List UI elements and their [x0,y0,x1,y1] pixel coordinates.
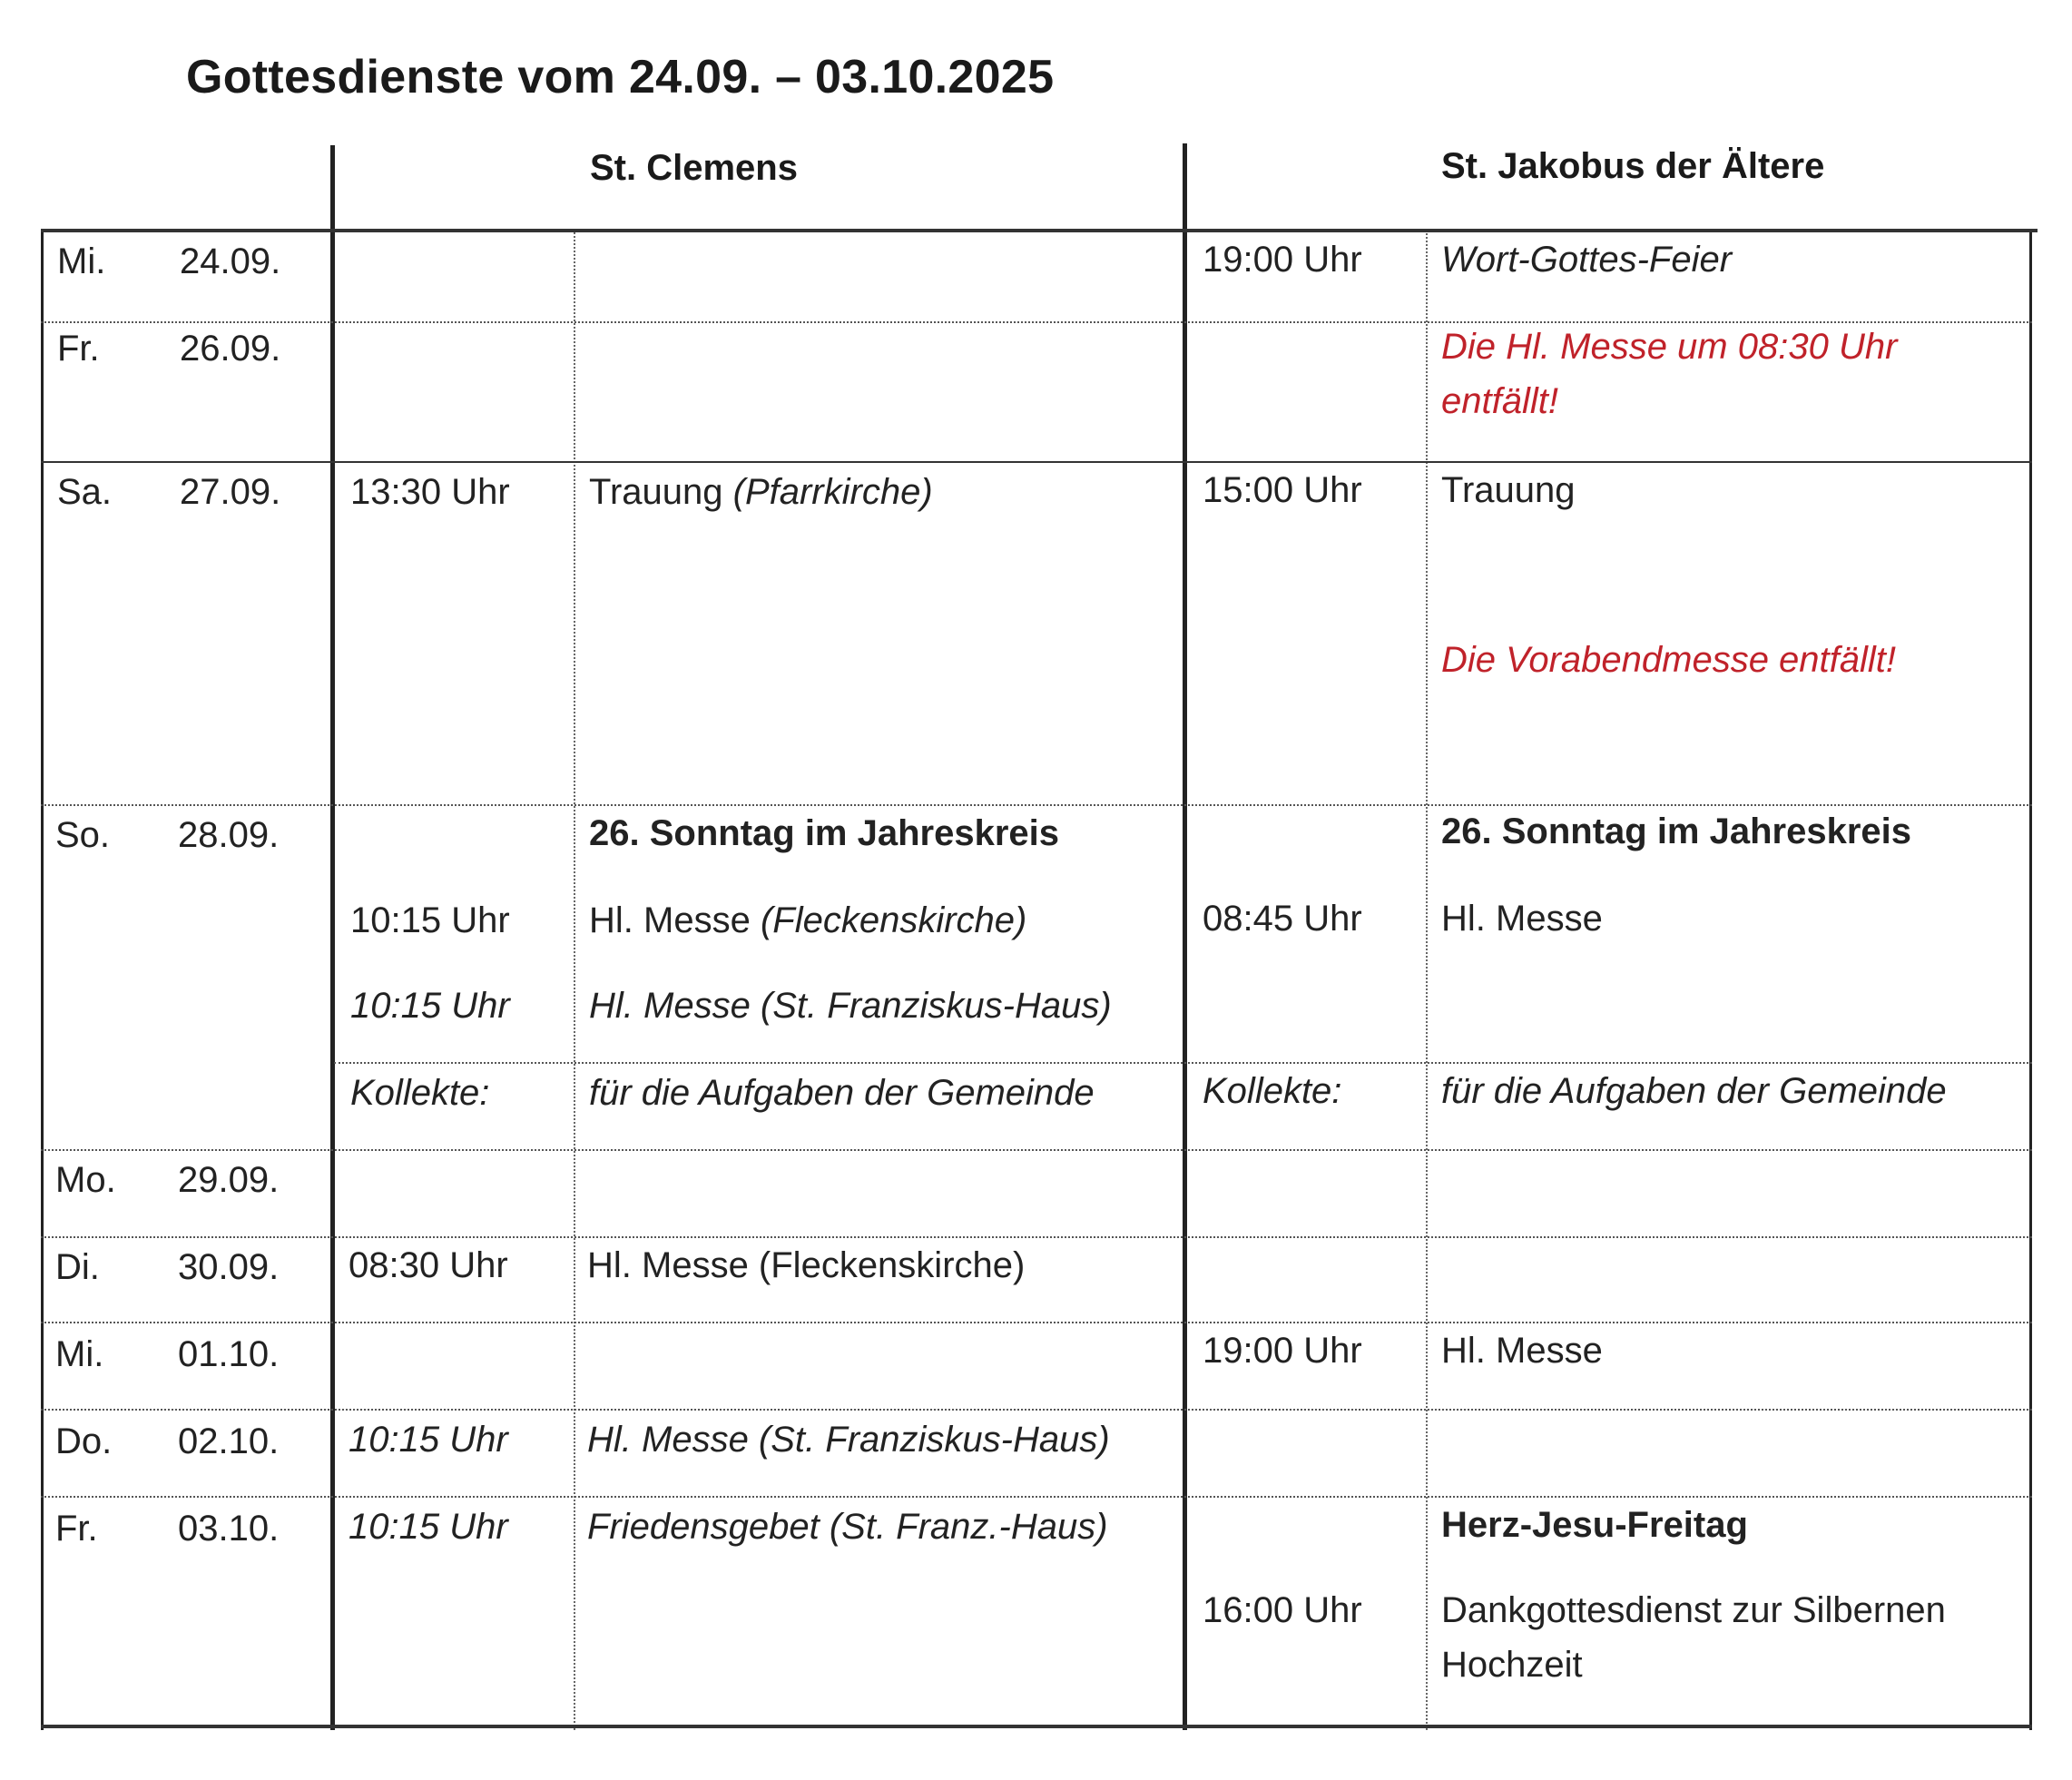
event-text: Hl. Messe (St. Franziskus-Haus) [589,986,1112,1026]
collection-text: für die Aufgaben der Gemeinde [589,1073,1095,1113]
event-time: 10:15 Uhr [350,900,510,940]
column-header-st-jakobus: St. Jakobus der Ältere [1441,146,1825,186]
collection-text: für die Aufgaben der Gemeinde [1441,1071,1947,1111]
table-border-right [2029,229,2032,1730]
row-date: 02.10. [178,1421,280,1461]
row-day: Di. [55,1247,100,1287]
cancellation-notice: Die Vorabendmesse entfällt! [1441,640,1897,680]
row-date: 29.09. [178,1160,280,1200]
row-separator [41,1322,2032,1323]
event-text-cont: Hochzeit [1441,1645,1583,1685]
row-day: So. [55,815,111,855]
event-time: 10:15 Uhr [349,1420,508,1460]
event-text: Hl. Messe (Fleckenskirche) [587,1245,1026,1285]
page-title: Gottesdienste vom 24.09. – 03.10.2025 [186,51,1055,103]
row-separator [41,1236,2032,1238]
event-time: 19:00 Uhr [1203,1331,1362,1371]
event-time: 10:15 Uhr [349,1507,508,1547]
event-time: 15:00 Uhr [1203,470,1362,510]
table-border-bottom [41,1725,2032,1728]
column-header-st-clemens: St. Clemens [590,148,798,188]
cancellation-notice-cont: entfällt! [1441,381,1558,421]
row-date: 26.09. [180,329,281,369]
table-divider-churches [1183,143,1187,1730]
cancellation-notice: Die Hl. Messe um 08:30 Uhr [1441,327,1898,367]
event-time: 10:15 Uhr [350,986,510,1026]
row-separator [41,1409,2032,1411]
event-text: Hl. Messe [1441,1331,1603,1371]
event-text: Friedensgebet (St. Franz.-Haus) [587,1507,1108,1547]
row-day: Sa. [57,472,113,512]
row-day: Fr. [55,1509,98,1549]
header-rule [41,229,2038,232]
row-day: Mo. [55,1160,116,1200]
event-time: 08:45 Uhr [1203,899,1362,939]
event-text: Hl. Messe (Fleckenskirche) [589,900,1027,940]
feast-day: 26. Sonntag im Jahreskreis [1441,811,1912,851]
event-text: Hl. Messe (St. Franziskus-Haus) [587,1420,1110,1460]
collection-label: Kollekte: [350,1073,490,1113]
event-time: 16:00 Uhr [1203,1590,1362,1630]
table-border-left [41,231,44,1730]
collection-label: Kollekte: [1203,1071,1342,1111]
table-divider-date [330,145,335,1730]
event-time: 13:30 Uhr [350,472,510,512]
row-day: Fr. [57,329,100,369]
row-separator [41,461,2032,463]
event-text: Trauung (Pfarrkirche) [589,472,933,512]
row-date: 27.09. [180,472,281,512]
event-time: 19:00 Uhr [1203,240,1362,280]
event-text: Hl. Messe [1441,899,1603,939]
row-separator [41,1149,2032,1151]
feast-day: Herz-Jesu-Freitag [1441,1505,1748,1545]
event-text: Dankgottesdienst zur Silbernen [1441,1590,1946,1630]
column-separator-c1 [574,232,575,1730]
row-date: 03.10. [178,1509,280,1549]
row-date: 28.09. [178,815,280,855]
row-date: 01.10. [178,1334,280,1374]
row-day: Do. [55,1421,113,1461]
row-day: Mi. [57,241,106,281]
column-separator-c2 [1426,231,1428,1730]
event-time: 08:30 Uhr [349,1245,508,1285]
row-date: 24.09. [180,241,281,281]
row-date: 30.09. [178,1247,280,1287]
feast-day: 26. Sonntag im Jahreskreis [589,813,1060,853]
row-day: Mi. [55,1334,104,1374]
event-text: Trauung [1441,470,1576,510]
event-text: Wort-Gottes-Feier [1441,240,1733,280]
